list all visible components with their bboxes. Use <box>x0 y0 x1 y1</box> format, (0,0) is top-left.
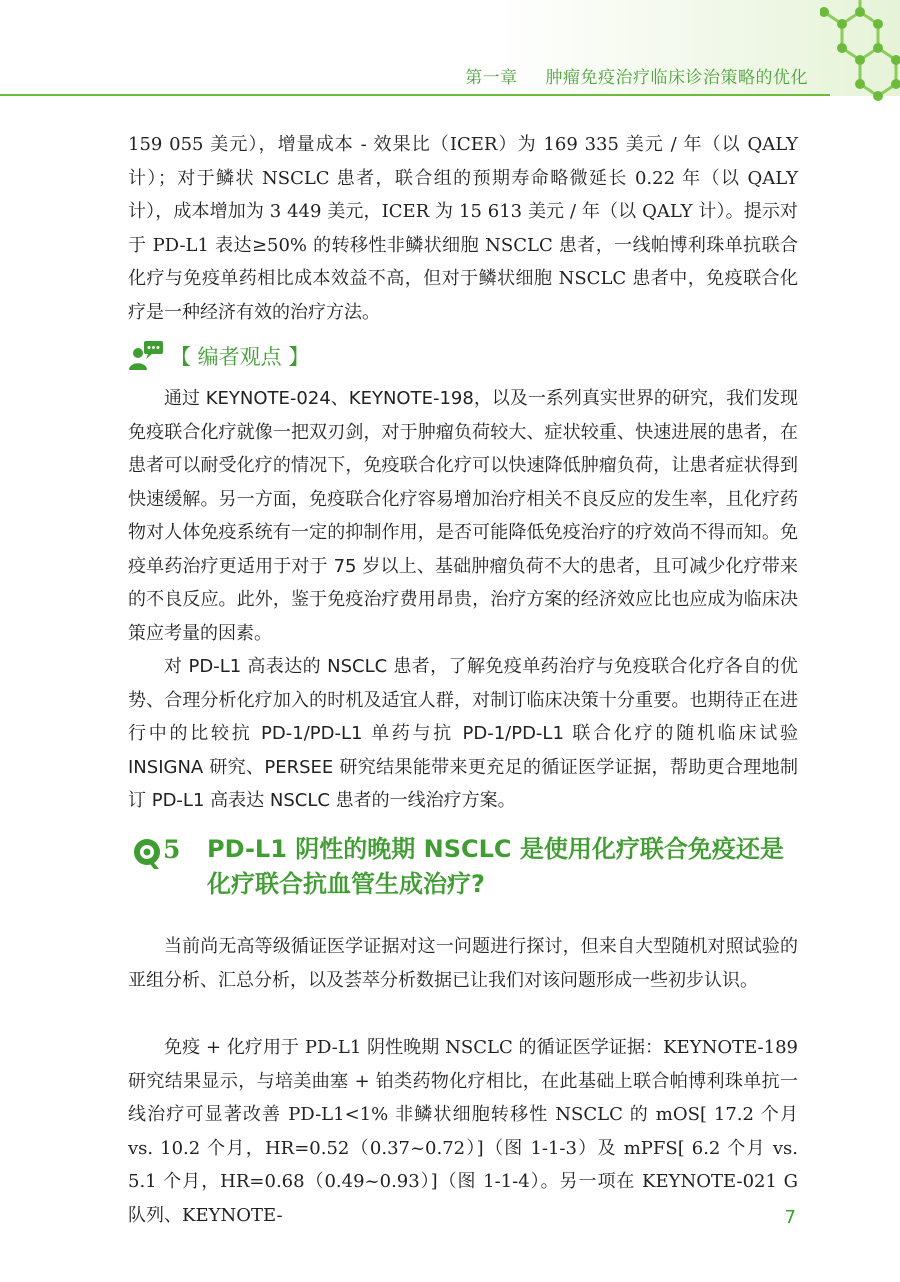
running-header <box>465 63 808 88</box>
editor-view-heading <box>128 336 309 376</box>
question-number: 5 <box>163 835 181 864</box>
header-rule <box>0 94 830 96</box>
question-q-icon <box>133 838 163 872</box>
body-paragraph-1: 159 055 美元），增量成本 - 效果比（ICER）为 169 335 美元 / 年（以 QALY 计）；对于鳞状 NSCLC 患者，联合组的预期寿命略微延长 0.22 年（以 QALY 计），成本增加为 3 449 美元，ICER 为 15 613 美元 / 年（以 QALY 计）。提示对于 PD-L1 表达≥50% 的转移性非鳞状细胞 NSCLC 患者，一线帕博利珠单抗联合化疗与免疫单药相比成本效益不高，但对于鳞状细胞 NSCLC 患者中，免疫联合化疗是一种经济有效的治疗方法。 <box>128 134 798 323</box>
editor-view-paragraph-1: 通过 KEYNOTE-024、KEYNOTE-198，以及一系列真实世界的研究，我们发现免疫联合化疗就像一把双刃剑，对于肿瘤负荷较大、症状较重、快速进展的患者，在患者可以耐受化疗的情况下，免疫联合化疗可以快速降低肿瘤负荷，让患者症状得到快速缓解。另一方面，免疫联合化疗容易增加治疗相关不良反应的发生率，且化疗药物对人体免疫系统有一定的抑制作用，是否可能降低免疫治疗的疗效尚不得而知。免疫单药治疗更适用于对于 75 岁以上、基础肿瘤负荷不大的患者，且可减少化疗带来的不良反应。此外，鉴于免疫治疗费用昂贵，治疗方案的经济效应比也应成为临床决策应考量的因素。 <box>128 388 798 644</box>
speaking-person-icon <box>128 340 164 372</box>
molecule-decoration-icon <box>820 0 900 120</box>
answer-paragraph-2: 免疫 + 化疗用于 PD-L1 阴性晚期 NSCLC 的循证医学证据：KEYNOTE-189 研究结果显示，与培美曲塞 + 铂类药物化疗相比，在此基础上联合帕博利珠单抗一线治疗可显著改善 PD-L1<1% 非鳞状细胞转移性 NSCLC 的 mOS[ 17.2 个月 vs. 10.2 个月，HR=0.52（0.37~0.72）]（图 1-1-3）及 mPFS[ 6.2 个月 vs. 5.1 个月，HR=0.68（0.49~0.93）]（图 1-1-4）。另一项在 KEYNOTE-021 G 队列、KEYNOTE- <box>128 1037 798 1226</box>
chapter-label: 第一章 <box>465 68 518 88</box>
answer-paragraph-1: 当前尚无高等级循证医学证据对这一问题进行探讨，但来自大型随机对照试验的亚组分析、汇总分析，以及荟萃分析数据已让我们对该问题形成一些初步认识。 <box>128 936 798 991</box>
page-number: 7 <box>784 1207 796 1228</box>
chapter-title: 肿瘤免疫治疗临床诊治策略的优化 <box>545 68 808 88</box>
editor-view-label: 【 编者观点 】 <box>170 345 310 369</box>
editor-view-paragraph-2: 对 PD-L1 高表达的 NSCLC 患者，了解免疫单药治疗与免疫联合化疗各自的优势、合理分析化疗加入的时机及适宜人群，对制订临床决策十分重要。也期待正在进行中的比较抗 PD-1/PD-L1 单药与抗 PD-1/PD-L1 联合化疗的随机临床试验 INSIGNA 研究、PERSEE 研究结果能带来更充足的循证医学证据，帮助更合理地制订 PD-L1 高表达 NSCLC 患者的一线治疗方案。 <box>128 656 798 811</box>
question-title: PD-L1 阴性的晚期 NSCLC 是使用化疗联合免疫还是化疗联合抗血管生成治疗? <box>207 835 784 898</box>
